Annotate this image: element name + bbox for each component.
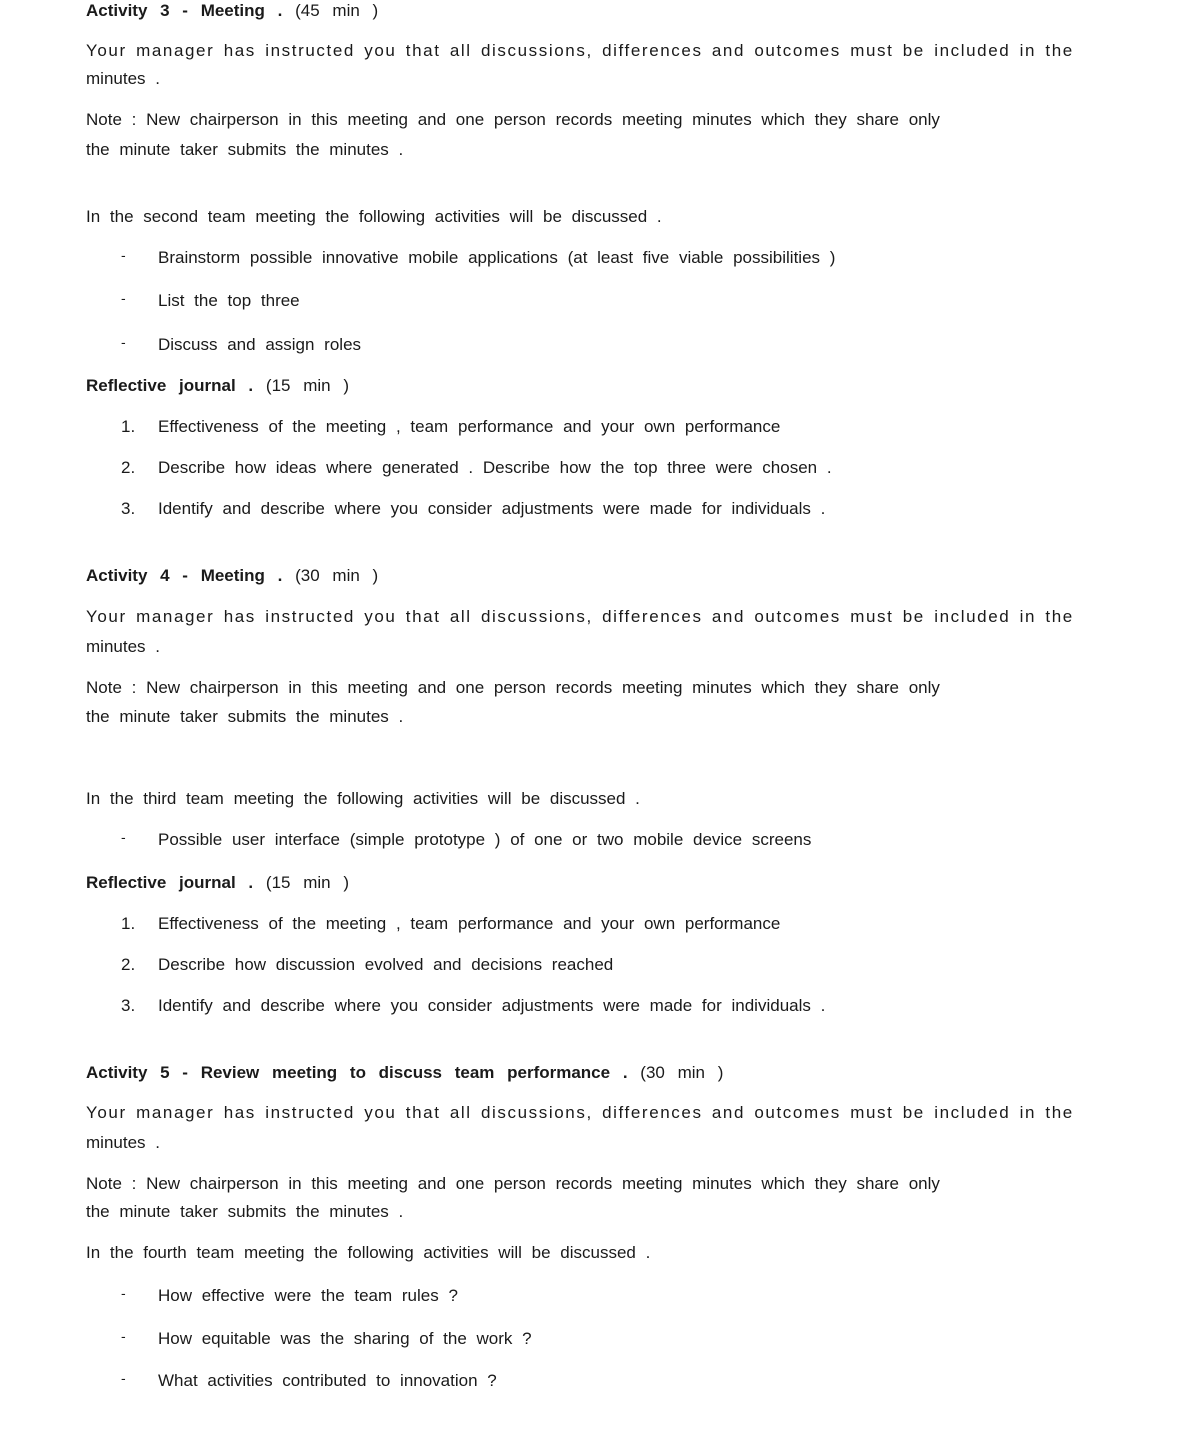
- activity-5-manager-line1: Your manager has instructed you that all discussions, differences and outcomes must be included in the: [86, 1103, 1074, 1122]
- activity-3-journal-item-1: Effectiveness of the meeting , team performance and your own performance: [158, 417, 781, 436]
- activity-4-bullet-1: Possible user interface (simple prototype ) of one or two mobile device screens: [158, 830, 812, 849]
- activity-4-heading: Activity 4 - Meeting . (30 min ): [86, 566, 379, 585]
- activity-4-manager-line2: minutes .: [86, 637, 160, 656]
- activity-3-duration: (45 min ): [295, 1, 379, 20]
- activity-3-note-line2: the minute taker submits the minutes .: [86, 140, 404, 159]
- activity-4-manager-line1: Your manager has instructed you that all discussions, differences and outcomes must be included in the: [86, 607, 1074, 626]
- activity-3-journal-duration: (15 min ): [265, 376, 349, 395]
- activity-5-bullet-3: What activities contributed to innovation ?: [158, 1371, 497, 1390]
- activity-5-heading: Activity 5 - Review meeting to discuss team performance . (30 min ): [86, 1063, 724, 1082]
- activity-5-bullet-2: How equitable was the sharing of the work ?: [158, 1329, 532, 1348]
- activity-4-intro: In the third team meeting the following activities will be discussed .: [86, 789, 640, 808]
- activity-5-note-line2: the minute taker submits the minutes .: [86, 1202, 404, 1221]
- activity-5-manager-line2: minutes .: [86, 1133, 160, 1152]
- activity-5-intro: In the fourth team meeting the following activities will be discussed .: [86, 1243, 651, 1262]
- list-number: 1.: [121, 417, 136, 436]
- activity-5-note-line1: Note : New chairperson in this meeting and one person records meeting minutes which they share only: [86, 1174, 940, 1193]
- activity-3-bullet-2: List the top three: [158, 291, 300, 310]
- list-number: 1.: [121, 914, 136, 933]
- activity-4-journal-item-1: Effectiveness of the meeting , team performance and your own performance: [158, 914, 781, 933]
- activity-5-duration: (30 min ): [640, 1063, 724, 1082]
- activity-4-note-line1: Note : New chairperson in this meeting and one person records meeting minutes which they share only: [86, 678, 940, 697]
- activity-4-journal-heading: Reflective journal . (15 min ): [86, 873, 349, 892]
- activity-4-journal-item-3: Identify and describe where you consider adjustments were made for individuals .: [158, 996, 826, 1015]
- activity-5-bullet-1: How effective were the team rules ?: [158, 1286, 458, 1305]
- activity-3-heading: Activity 3 - Meeting . (45 min ): [86, 1, 379, 20]
- activity-4-note-line2: the minute taker submits the minutes .: [86, 707, 404, 726]
- activity-3-manager-line1: Your manager has instructed you that all discussions, differences and outcomes must be included in the: [86, 41, 1074, 60]
- bullet-dash: -: [121, 1328, 126, 1344]
- bullet-dash: -: [121, 247, 126, 263]
- activity-4-duration: (30 min ): [295, 566, 379, 585]
- activity-3-journal-heading: Reflective journal . (15 min ): [86, 376, 349, 395]
- list-number: 3.: [121, 499, 136, 518]
- bullet-dash: -: [121, 829, 126, 845]
- bullet-dash: -: [121, 1285, 126, 1301]
- activity-3-note-line1: Note : New chairperson in this meeting and one person records meeting minutes which they share only: [86, 110, 940, 129]
- activity-4-journal-item-2: Describe how discussion evolved and decisions reached: [158, 955, 614, 974]
- activity-4-journal-duration: (15 min ): [265, 873, 349, 892]
- list-number: 2.: [121, 955, 136, 974]
- list-number: 3.: [121, 996, 136, 1015]
- bullet-dash: -: [121, 1370, 126, 1386]
- list-number: 2.: [121, 458, 136, 477]
- activity-3-intro: In the second team meeting the following activities will be discussed .: [86, 207, 662, 226]
- activity-3-journal-item-2: Describe how ideas where generated . Describe how the top three were chosen .: [158, 458, 832, 477]
- activity-3-journal-item-3: Identify and describe where you consider adjustments were made for individuals .: [158, 499, 826, 518]
- activity-3-manager-line2: minutes .: [86, 69, 160, 88]
- bullet-dash: -: [121, 290, 126, 306]
- bullet-dash: -: [121, 334, 126, 350]
- activity-3-bullet-1: Brainstorm possible innovative mobile applications (at least five viable possibilities ): [158, 248, 836, 267]
- activity-3-bullet-3: Discuss and assign roles: [158, 335, 362, 354]
